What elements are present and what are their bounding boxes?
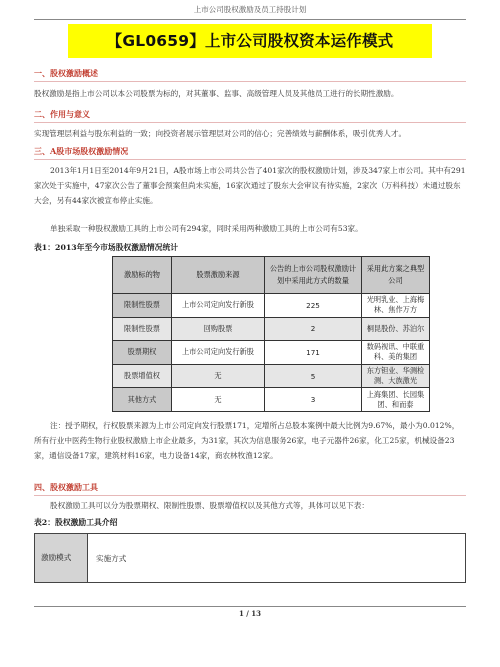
table-cell: 171: [265, 341, 362, 365]
table-cell: 上市公司定向发行新股: [172, 294, 265, 318]
incentive-stats-table: [112, 256, 430, 412]
document-title: 【GL0659】上市公司股权资本运作模式: [68, 24, 432, 58]
page-number: 1 / 13: [238, 609, 262, 618]
table-cell: 限制性股票: [113, 317, 172, 341]
table-header-row: [113, 257, 430, 294]
table-row: [113, 317, 430, 341]
table-cell: 无: [172, 364, 265, 388]
footer-divider: [34, 606, 466, 607]
section-rule: [34, 122, 466, 123]
table-cell: 光明乳业、上海梅林、焦作万方: [362, 294, 430, 318]
table-row: [113, 341, 430, 365]
table-header-cell: 公告的上市公司股权激励计划中采用此方式的数量: [265, 257, 362, 294]
table1-caption: 表1：2013年至今市场股权激励情况统计: [34, 243, 179, 252]
section-text-market-1: 2013年1月1日至2014年9月21日，A股市场上市公司共公告了401家次的股权激励计划，涉及347家上市公司。其中有291家次处于实施中，47家次公告了董事会预案但尚未实施，16家次通过了股东大会审议有待实施，2家次（万科科技）未通过股东大会，另有44家次被宣布停止实施。: [34, 166, 466, 205]
table-cell: 桐昆股份、苏泊尔: [362, 317, 430, 341]
table-cell: 股票期权: [113, 341, 172, 365]
table-cell: 其他方式: [113, 388, 172, 412]
table-cell: 3: [265, 388, 362, 412]
section-heading-market: 三、A股市场股权激励情况: [34, 144, 132, 159]
header-divider: [34, 19, 466, 20]
section-rule: [34, 159, 466, 160]
table-cell: 股票增值权: [113, 364, 172, 388]
table-row: [113, 388, 430, 412]
table-cell: 东方钽业、华测检测、大族激光: [362, 364, 430, 388]
table-cell: 无: [172, 388, 265, 412]
section-heading-purpose: 二、作用与意义: [34, 107, 94, 122]
section-text-tools: 股权激励工具可以分为股票期权、限制性股票、股票增值权以及其他方式等，具体可以见下表：: [50, 501, 369, 510]
table-cell: 上海集团、长园集团、和而泰: [362, 388, 430, 412]
table-header-cell: 激励模式: [35, 534, 88, 583]
table-header-row: [35, 534, 466, 583]
table-cell: 2: [265, 317, 362, 341]
table-cell: 上市公司定向发行新股: [172, 341, 265, 365]
tools-table: [34, 533, 466, 583]
table-cell: 5: [265, 364, 362, 388]
table-row: [113, 364, 430, 388]
table-cell: 限制性股票: [113, 294, 172, 318]
section-rule: [34, 81, 466, 82]
table-row: [113, 294, 430, 318]
table-cell: 回购股票: [172, 317, 265, 341]
section-text-overview: 股权激励是指上市公司以本公司股票为标的，对其董事、监事、高级管理人员及其他员工进行的长期性激励。: [34, 89, 399, 98]
table1-note: 注：授予期权，行权股票来源为上市公司定向发行股票171，定增所占总股本案例中最大比例为9.67%，最小为0.012%，所有行业中医药生物行业股权激励上市企业最多，为31家，其次为信息服务26家，电子元器件26家，化工25家，机械设备23家，通信设备17家，建筑材料16家，电力设备14家，商农林牧渔12家。: [34, 421, 460, 460]
table-cell: 数码视讯、中联重科、美的集团: [362, 341, 430, 365]
table-cell: 225: [265, 294, 362, 318]
table-header-cell: 采用此方案之典型公司: [362, 257, 430, 294]
table-header-cell: 激励标的物: [113, 257, 172, 294]
table-header-cell: 股票激励来源: [172, 257, 265, 294]
section-heading-tools: 四、股权激励工具: [34, 480, 102, 495]
section-heading-overview: 一、股权激励概述: [34, 66, 102, 81]
section-text-market-2: 单独采取一种股权激励工具的上市公司有294家，同时采用两种激励工具的上市公司有53家。: [50, 224, 363, 233]
page-header: 上市公司股权激励及员工持股计划: [193, 5, 307, 14]
table-header-cell: 实施方式: [88, 534, 466, 583]
section-text-purpose: 实现管理层利益与股东利益的一致；向投资者展示管理层对公司的信心；完善绩效与薪酬体系，吸引优秀人才。: [34, 129, 407, 138]
table2-caption: 表2：股权激励工具介绍: [34, 518, 118, 527]
section-rule: [34, 495, 466, 496]
